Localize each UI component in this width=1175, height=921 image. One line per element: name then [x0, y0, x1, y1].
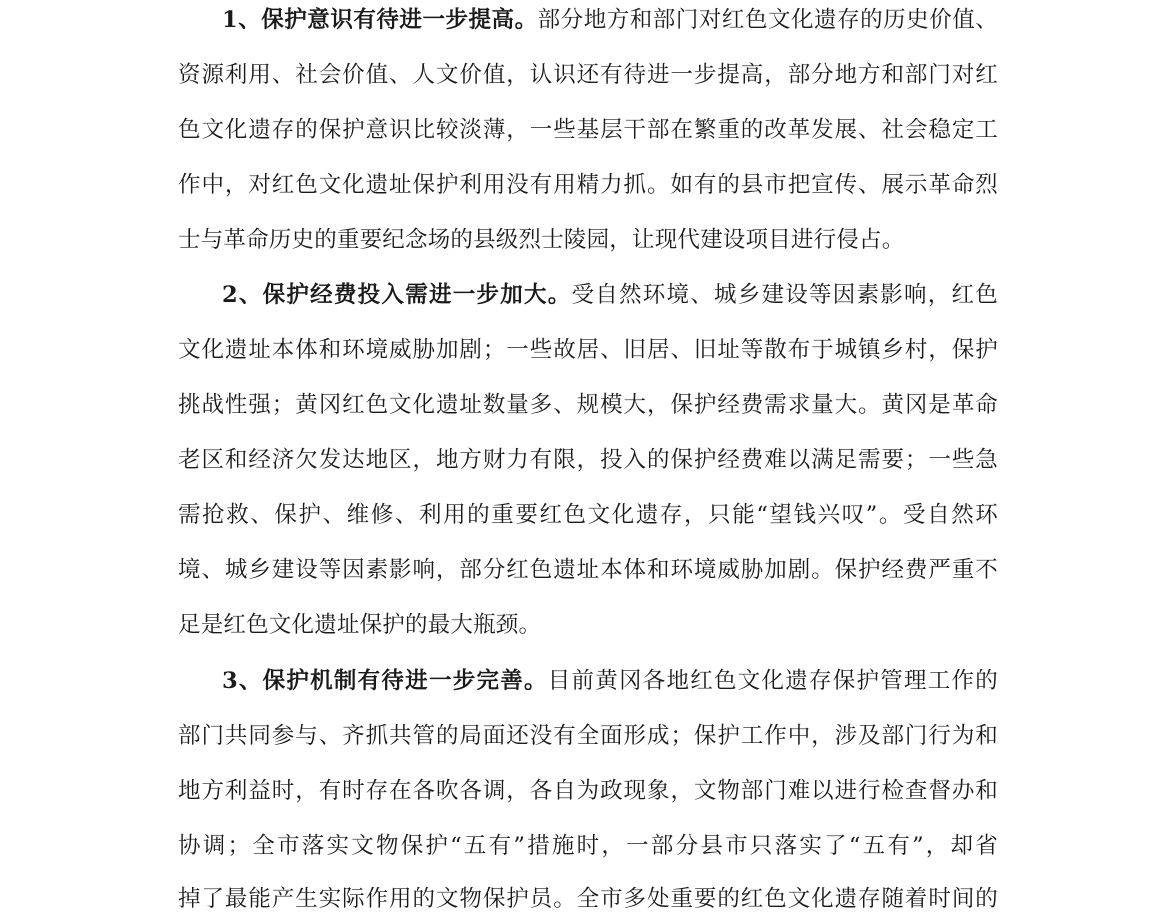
- paragraph-3-heading: 3、保护机制有待进一步完善。: [222, 668, 548, 694]
- paragraph-1-line-5: 士与革命历史的重要纪念场的县级烈士陵园，让现代建设项目进行侵占。: [178, 227, 905, 253]
- paragraph-2-line-4: 老区和经济欠发达地区，地方财力有限，投入的保护经费难以满足需要；一些急: [178, 447, 998, 473]
- paragraph-1-line-4: 作中，对红色文化遗址保护利用没有用精力抓。如有的县市把宣传、展示革命烈: [178, 172, 998, 198]
- paragraph-2-text: 受自然环境、城乡建设等因素影响，红色: [571, 282, 999, 308]
- paragraph-2-line-2: 文化遗址本体和环境威胁加剧；一些故居、旧居、旧址等散布于城镇乡村，保护: [178, 337, 998, 363]
- paragraph-2-heading: 2、保护经费投入需进一步加大。: [222, 282, 572, 308]
- paragraph-2-line-1: [222, 275, 998, 315]
- paragraph-1-line-3: 色文化遗存的保护意识比较淡薄，一些基层干部在繁重的改革发展、社会稳定工: [178, 117, 998, 143]
- paragraph-3-line-1: [222, 661, 998, 701]
- paragraph-1-line-2: 资源利用、社会价值、人文价值，认识还有待进一步提高，部分地方和部门对红: [178, 62, 998, 88]
- paragraph-3-line-5: 掉了最能产生实际作用的文物保护员。全市多处重要的红色文化遗存随着时间的: [178, 886, 998, 912]
- paragraph-2-line-6: 境、城乡建设等因素影响，部分红色遗址本体和环境威胁加剧。保护经费严重不: [178, 557, 998, 583]
- paragraph-3-line-3: 地方利益时，有时存在各吹各调，各自为政现象，文物部门难以进行检查督办和: [178, 778, 998, 804]
- paragraph-1-text: 部分地方和部门对红色文化遗存的历史价值、: [537, 7, 998, 33]
- paragraph-2-line-7: 足是红色文化遗址保护的最大瓶颈。: [178, 612, 542, 638]
- paragraph-2-line-3: 挑战性强；黄冈红色文化遗址数量多、规模大，保护经费需求量大。黄冈是革命: [178, 392, 998, 418]
- paragraph-3-line-2: 部门共同参与、齐抓共管的局面还没有全面形成；保护工作中，涉及部门行为和: [178, 723, 998, 749]
- paragraph-1-heading: 1、保护意识有待进一步提高。: [222, 7, 538, 33]
- paragraph-1-line-1: [222, 0, 998, 40]
- paragraph-3-line-4: 协调；全市落实文物保护“五有”措施时，一部分县市只落实了“五有”，却省: [178, 833, 998, 859]
- paragraph-3-text: 目前黄冈各地红色文化遗存保护管理工作的: [547, 668, 998, 694]
- paragraph-2-line-5: 需抢救、保护、维修、利用的重要红色文化遗存，只能“望钱兴叹”。受自然环: [178, 502, 998, 528]
